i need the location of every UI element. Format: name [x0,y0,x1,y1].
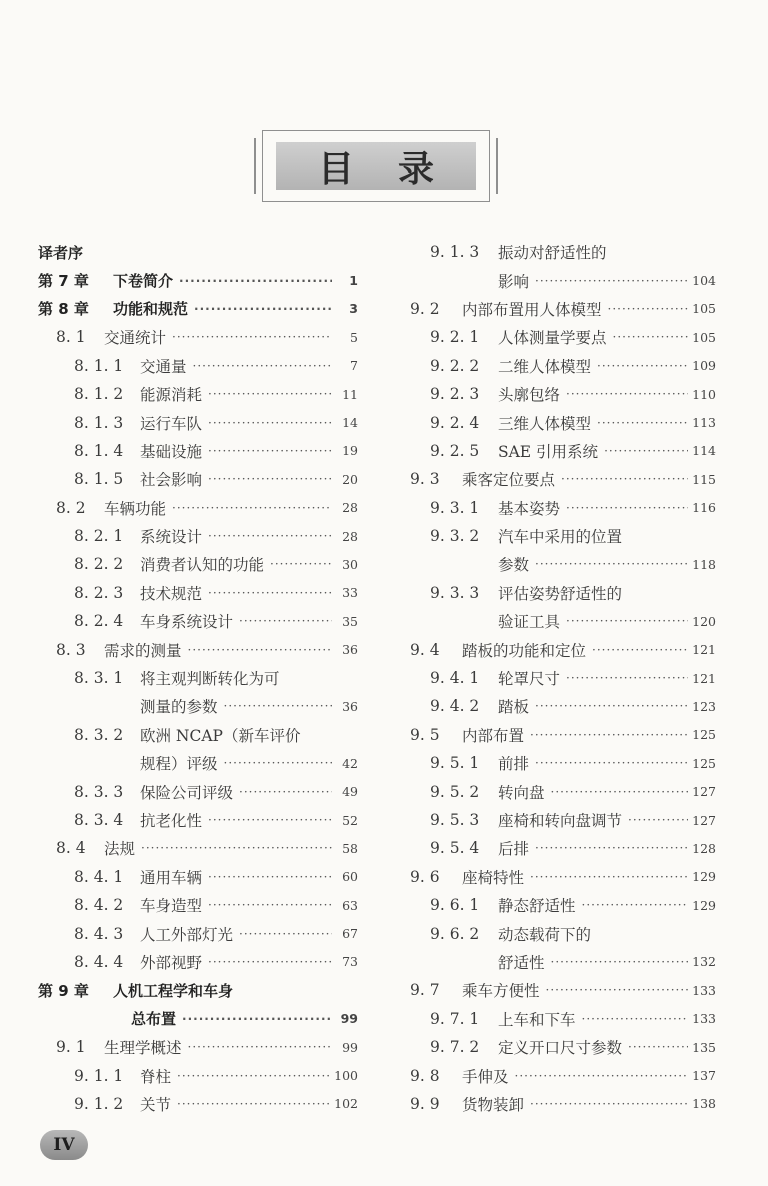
toc-entry-number: 9. 3. 1 [430,498,480,517]
toc-entry-number: 9. 7. 2 [430,1038,480,1057]
toc-entry-page: 58 [342,840,358,856]
toc-entry-title: 技术规范 [140,584,203,603]
toc-entry[interactable] [38,607,358,635]
toc-entry-title: 保险公司评级 [140,783,234,802]
toc-entry-number: 9. 5. 4 [430,839,480,858]
toc-leader-dots [608,301,689,317]
toc-title-frame [262,130,490,202]
toc-entry[interactable] [38,1033,358,1061]
toc-entry-page: 20 [342,471,358,487]
toc-entry-number: 9. 1. 3 [430,243,480,262]
toc-entry-title: 法规 [104,840,136,859]
toc-entry-number: 第 9 章 [38,981,89,1000]
toc-entry-page: 33 [342,585,358,601]
toc-leader-dots [515,1068,689,1084]
toc-entry[interactable] [38,1090,358,1118]
toc-entry-title: 静态舒适性 [498,897,576,916]
toc-entry-number: 9. 8 [410,1066,440,1085]
toc-entry-title: 将主观判断转化为可 [140,670,280,689]
toc-entry-page: 36 [342,698,358,714]
toc-entry-title: 译者序 [38,243,84,262]
toc-entry[interactable] [38,1005,358,1033]
toc-entry-title: 振动对舒适性的 [498,244,607,263]
toc-leader-dots [530,727,688,743]
toc-entry-number: 9. 2. 3 [430,385,480,404]
toc-entry-title: 后排 [498,840,530,859]
toc-entry[interactable] [410,891,716,919]
toc-entry-number: 9. 7 [410,981,440,1000]
toc-entry-title: 评估姿势舒适性的 [498,584,623,603]
toc-entry-page: 123 [692,698,716,714]
toc-entry[interactable] [410,323,716,351]
toc-entry-page: 133 [692,1011,716,1027]
toc-entry-page: 104 [692,273,716,289]
toc-entry-title: 座椅特性 [462,868,525,887]
toc-entry[interactable] [38,806,358,834]
toc-leader-dots [224,755,332,771]
toc-entry-title: 踏板的功能和定位 [462,641,587,660]
toc-entry-number: 9. 6. 1 [430,896,480,915]
page-title [276,142,476,190]
toc-entry-number: 9. 2. 4 [430,413,480,432]
toc-entry-title: 影响 [498,272,530,291]
toc-entry[interactable] [38,664,358,692]
toc-entry-title: 参数 [498,556,530,575]
toc-entry-title: 通用车辆 [140,868,203,887]
toc-entry[interactable] [38,494,358,522]
toc-entry-page: 5 [350,329,358,345]
toc-entry-title: 能源消耗 [140,386,203,405]
toc-entry-number: 8. 2. 3 [74,583,124,602]
toc-entry[interactable] [38,550,358,578]
toc-entry-title: 汽车中采用的位置 [498,528,623,547]
toc-entry-title: 踏板 [498,698,530,717]
toc-entry-number: 9. 2. 5 [430,441,480,460]
toc-entry-title: 车辆功能 [104,499,167,518]
toc-leader-dots [561,471,688,487]
toc-leader-dots [172,329,332,345]
toc-entry[interactable] [410,238,716,266]
toc-entry-page: 129 [692,869,716,885]
toc-entry-number: 第 7 章 [38,272,89,291]
toc-entry-number: 8. 3 [56,640,86,659]
toc-entry[interactable] [410,664,716,692]
toc-entry-page: 105 [692,329,716,345]
toc-leader-dots [628,812,688,828]
toc-entry-page: 28 [342,500,358,516]
toc-entry-number: 9. 5. 2 [430,782,480,801]
toc-entry[interactable] [410,1005,716,1033]
toc-entry-page: 102 [334,1096,358,1112]
toc-entry[interactable] [38,437,358,465]
toc-entry-number: 9. 4. 1 [430,669,480,688]
toc-entry-page: 138 [692,1096,716,1112]
toc-leader-dots [208,443,332,459]
toc-entry-page: 121 [692,642,716,658]
toc-entry-page: 125 [692,727,716,743]
toc-leader-dots [208,954,332,970]
toc-entry[interactable] [410,380,716,408]
toc-entry-page: 127 [692,812,716,828]
toc-leader-dots [535,698,688,714]
toc-entry-number: 9. 3. 3 [430,583,480,602]
toc-entry-number: 9. 5 [410,725,440,744]
toc-entry[interactable] [38,579,358,607]
toc-leader-dots [172,500,332,516]
toc-entry[interactable] [410,635,716,663]
toc-leader-dots [193,358,332,374]
toc-entry-number: 8. 4. 3 [74,924,124,943]
toc-leader-dots [551,954,689,970]
toc-entry-title: 头廓包络 [498,386,561,405]
toc-entry-number: 8. 1. 1 [74,356,124,375]
toc-leader-dots [208,528,332,544]
toc-entry-title: 上车和下车 [498,1010,576,1029]
toc-entry-title: 测量的参数 [140,698,218,717]
toc-entry-number: 9. 5. 1 [430,754,480,773]
toc-leader-dots [535,755,688,771]
toc-entry[interactable] [38,238,358,266]
toc-entry-title: 转向盘 [498,783,545,802]
toc-entry[interactable] [410,437,716,465]
toc-entry-title: 下卷简介 [113,272,174,291]
toc-entry-page: 121 [692,670,716,686]
toc-entry[interactable] [410,1090,716,1118]
toc-entry-title: 脊柱 [140,1067,172,1086]
toc-entry[interactable] [410,408,716,436]
toc-leader-dots [628,1039,688,1055]
toc-entry-page: 129 [692,897,716,913]
toc-entry[interactable] [410,721,716,749]
toc-leader-dots [613,329,689,345]
toc-entry-number: 9. 7. 1 [430,1009,480,1028]
toc-entry[interactable] [38,635,358,663]
toc-entry-title: 内部布置用人体模型 [462,300,602,319]
toc-entry-number: 9. 2 [410,299,440,318]
toc-entry-number: 8. 4. 2 [74,896,124,915]
toc-entry-number: 8. 1. 5 [74,470,124,489]
title-char-1: 目 [317,148,354,190]
toc-entry-number: 8. 2. 1 [74,527,124,546]
toc-entry-page: 49 [342,784,358,800]
title-char-2: 录 [398,148,435,190]
toc-entry-page: 11 [342,386,358,402]
toc-entry-page: 135 [692,1039,716,1055]
toc-entry-page: 114 [692,443,716,459]
toc-leader-dots [208,471,332,487]
toc-entry-page: 100 [334,1068,358,1084]
toc-leader-dots [566,670,688,686]
toc-entry-page: 19 [342,443,358,459]
toc-leader-dots [208,415,332,431]
toc-leader-dots [566,500,688,516]
toc-leader-dots [535,840,688,856]
toc-entry[interactable] [410,863,716,891]
toc-leader-dots [208,812,332,828]
toc-entry[interactable] [38,522,358,550]
toc-entry[interactable] [410,352,716,380]
toc-entry-title: 外部视野 [140,953,203,972]
toc-entry-number: 9. 9 [410,1094,440,1113]
toc-entry-title: 需求的测量 [104,641,182,660]
toc-leader-dots [566,613,688,629]
toc-leader-dots [141,840,332,856]
toc-leader-dots [592,642,688,658]
toc-entry-title: 轮罩尺寸 [498,670,561,689]
toc-entry[interactable] [38,465,358,493]
toc-entry-number: 9. 4. 2 [430,697,480,716]
toc-entry-number: 8. 3. 4 [74,811,124,829]
toc-entry[interactable] [410,465,716,493]
toc-entry-page: 105 [692,301,716,317]
toc-entry-page: 67 [342,926,358,942]
toc-entry-title: 验证工具 [498,613,561,632]
toc-entry-number: 8. 4. 4 [74,952,124,971]
toc-entry-page: 7 [350,358,358,374]
toc-leader-dots [597,415,688,431]
toc-entry[interactable] [38,323,358,351]
toc-entry-number: 8. 2. 4 [74,612,124,631]
toc-entry-title: 关节 [140,1095,172,1114]
toc-leader-dots [239,926,332,942]
toc-entry-number: 9. 3. 2 [430,527,480,546]
toc-entry-page: 120 [692,613,716,629]
toc-entry-title: 交通量 [140,357,187,376]
toc-entry-title: 手伸及 [462,1067,509,1086]
toc-leader-dots [179,273,332,289]
title-left-bar [254,138,256,194]
toc-entry-title: 内部布置 [462,726,525,745]
toc-leader-dots [194,301,332,317]
toc-entry-page: 116 [692,500,716,516]
toc-entry[interactable] [410,749,716,777]
toc-entry-page: 127 [692,784,716,800]
toc-entry[interactable] [38,692,358,720]
toc-entry-title: 基本姿势 [498,499,561,518]
toc-leader-dots [208,897,332,913]
toc-entry-page: 36 [342,642,358,658]
toc-entry-title: 总布置 [131,1010,177,1029]
title-right-bar [496,138,498,194]
toc-entry-page: 63 [342,897,358,913]
toc-entry[interactable] [38,749,358,777]
toc-entry-number: 8. 2. 2 [74,555,124,574]
toc-entry-page: 125 [692,755,716,771]
toc-entry[interactable] [38,919,358,947]
toc-entry-title: 定义开口尺寸参数 [498,1039,623,1058]
toc-leader-dots [239,613,332,629]
toc-leader-dots [551,784,689,800]
toc-entry-title: 三维人体模型 [498,414,592,433]
toc-entry-page: 118 [692,556,716,572]
toc-entry-title: 欧洲 NCAP（新车评价 [140,726,301,745]
toc-entry[interactable] [410,692,716,720]
toc-entry-page: 109 [692,358,716,374]
toc-leader-dots [208,386,332,402]
toc-entry-number: 8. 4 [56,839,86,858]
toc-entry-page: 99 [342,1039,358,1055]
toc-entry-title: SAE 引用系统 [498,442,599,461]
toc-entry[interactable] [38,721,358,749]
toc-entry-page: 73 [342,954,358,970]
toc-entry-number: 8. 2 [56,498,86,517]
toc-entry-number: 8. 1. 3 [74,413,124,432]
toc-leader-dots [270,556,332,572]
toc-leader-dots [188,1039,332,1055]
toc-entry-number: 9. 5. 3 [430,811,480,829]
toc-leader-dots [188,642,332,658]
toc-leader-dots [208,869,332,885]
toc-entry-page: 52 [342,812,358,828]
toc-entry[interactable] [410,806,716,834]
toc-entry-title: 二维人体模型 [498,357,592,376]
toc-entry[interactable] [38,834,358,862]
toc-entry-title: 车身造型 [140,897,203,916]
toc-entry[interactable] [38,266,358,294]
toc-leader-dots [566,386,688,402]
toc-entry[interactable] [38,380,358,408]
toc-leader-dots [239,784,332,800]
toc-entry[interactable] [410,919,716,947]
toc-entry[interactable] [410,1033,716,1061]
toc-entry-number: 9. 6. 2 [430,924,480,943]
toc-entry[interactable] [410,550,716,578]
toc-entry-title: 人机工程学和车身 [113,981,234,1000]
toc-entry[interactable] [38,1061,358,1089]
toc-entry-title: 舒适性 [498,953,545,972]
toc-entry-page: 132 [692,954,716,970]
toc-entry-page: 115 [692,471,716,487]
toc-entry[interactable] [410,295,716,323]
toc-entry-number: 8. 3. 1 [74,669,124,688]
toc-entry-number: 8. 3. 3 [74,782,124,801]
toc-entry-page: 42 [342,755,358,771]
toc-entry-title: 前排 [498,755,530,774]
toc-entry-title: 座椅和转向盘调节 [498,812,623,830]
toc-entry-number: 8. 1. 4 [74,441,124,460]
toc-entry[interactable] [410,266,716,294]
toc-entry-page: 133 [692,982,716,998]
toc-entry-title: 消费者认知的功能 [140,556,265,575]
toc-entry[interactable] [410,777,716,805]
toc-entry-page: 35 [342,613,358,629]
toc-leader-dots [182,1011,332,1027]
toc-entry-page: 30 [342,556,358,572]
toc-entry[interactable] [410,522,716,550]
toc-right-column [410,238,716,1118]
toc-entry-title: 抗老化性 [140,812,203,830]
toc-entry-page: 3 [349,301,358,317]
toc-leader-dots [535,273,688,289]
toc-entry-number: 8. 4. 1 [74,867,124,886]
toc-entry-page: 60 [342,869,358,885]
toc-entry[interactable] [38,891,358,919]
toc-entry-title: 运行车队 [140,414,203,433]
toc-entry-page: 113 [692,415,716,431]
toc-entry[interactable] [410,579,716,607]
toc-entry-page: 1 [349,273,358,289]
toc-entry-title: 交通统计 [104,329,167,348]
toc-entry[interactable] [38,777,358,805]
toc-leader-dots [546,982,689,998]
toc-entry-page: 137 [692,1068,716,1084]
toc-leader-dots [208,585,332,601]
toc-entry-number: 8. 1. 2 [74,385,124,404]
toc-entry[interactable] [38,352,358,380]
toc-entry[interactable] [410,1061,716,1089]
toc-leader-dots [604,443,688,459]
toc-entry-number: 9. 1. 1 [74,1066,124,1085]
toc-leader-dots [597,358,688,374]
toc-left-column [38,238,358,1118]
toc-entry[interactable] [38,863,358,891]
toc-entry[interactable] [410,948,716,976]
toc-entry[interactable] [410,834,716,862]
toc-entry-page: 28 [342,528,358,544]
toc-entry-title: 车身系统设计 [140,613,234,632]
toc-entry[interactable] [38,295,358,323]
toc-entry-title: 系统设计 [140,528,203,547]
toc-entry-number: 第 8 章 [38,300,89,319]
toc-leader-dots [224,698,332,714]
toc-entry-title: 社会影响 [140,471,203,490]
toc-entry-number: 9. 1 [56,1038,86,1057]
toc-entry[interactable] [38,976,358,1004]
toc-entry-number: 9. 1. 2 [74,1094,124,1113]
toc-entry-title: 乘车方便性 [462,982,540,1001]
page-number-badge: IV [40,1130,88,1160]
toc-leader-dots [535,556,688,572]
toc-leader-dots [582,1011,689,1027]
toc-entry-title: 乘客定位要点 [462,471,556,490]
toc-entry-title: 功能和规范 [113,300,189,319]
toc-entry-page: 99 [340,1011,358,1027]
toc-leader-dots [530,869,688,885]
toc-entry[interactable] [410,607,716,635]
toc-leader-dots [177,1068,330,1084]
toc-entry-number: 9. 3 [410,470,440,489]
toc-leader-dots [582,897,689,913]
toc-entry-title: 货物装卸 [462,1095,525,1114]
toc-entry-title: 人体测量学要点 [498,329,607,348]
toc-entry-page: 14 [342,415,358,431]
toc-entry[interactable] [38,948,358,976]
toc-entry-title: 基础设施 [140,442,203,461]
toc-leader-dots [530,1096,688,1112]
toc-entry[interactable] [410,494,716,522]
toc-entry-number: 9. 4 [410,640,440,659]
toc-leader-dots [177,1096,330,1112]
toc-entry-title: 动态载荷下的 [498,925,592,944]
toc-entry[interactable] [38,408,358,436]
toc-entry-number: 9. 2. 2 [430,356,480,375]
toc-entry-number: 8. 1 [56,328,86,347]
toc-entry[interactable] [410,976,716,1004]
toc-entry-number: 8. 3. 2 [74,725,124,744]
toc-entry-title: 生理学概述 [104,1039,182,1058]
toc-entry-page: 110 [692,386,716,402]
toc-entry-number: 9. 6 [410,867,440,886]
toc-entry-title: 规程）评级 [140,755,218,774]
toc-entry-title: 人工外部灯光 [140,925,234,944]
toc-entry-number: 9. 2. 1 [430,328,480,347]
toc-entry-page: 128 [692,840,716,856]
